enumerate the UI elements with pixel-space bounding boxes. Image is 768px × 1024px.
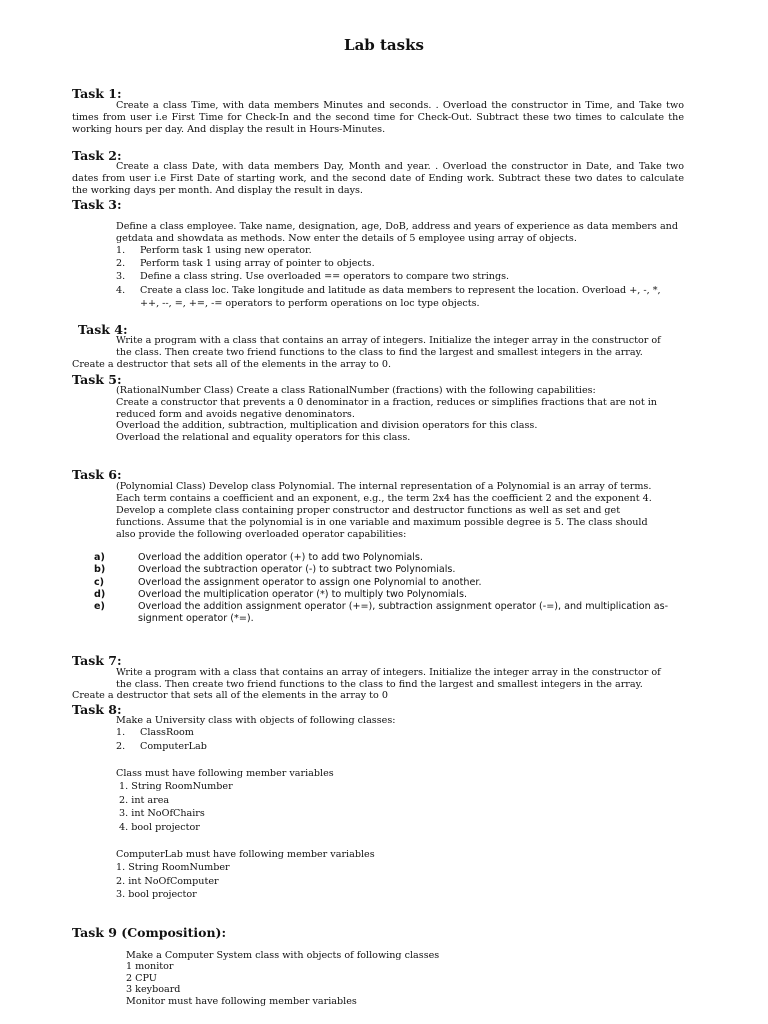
task-4-line-1: Write a program with a class that contains an array of integers. Initialize the integer array in the constructor of bbox=[116, 335, 661, 346]
task-9-line-3: 2 CPU bbox=[126, 973, 157, 984]
task-2-text bbox=[72, 161, 684, 197]
task-3-item-3: 3. Define a class string. Use overloaded == operators to compare two strings. bbox=[116, 271, 510, 282]
task-1-text-content: Create a class Time, with data members Minutes and seconds. . Overload the constructor in Time, and Take two times from user i.e First Time for Check-In and the second time for Check-Out. Subtract these two times to calculate the working hours per day. And display the result in Hours-Minutes. bbox=[72, 100, 684, 135]
task-8-intro: Make a University class with objects of following classes: bbox=[116, 715, 396, 726]
task-6-line-3: Develop a complete class containing proper constructor and destructor functions as well as set and get bbox=[116, 505, 621, 516]
task-8-heading: Task 8: bbox=[72, 702, 122, 717]
task-6-item-e: e) Overload the addition assignment operator (+=), subtraction assignment operator (-=), and multiplication as- bbox=[94, 601, 669, 612]
task-8-class-2: 2. ComputerLab bbox=[116, 741, 207, 752]
task-8-class-var-1: 1. String RoomNumber bbox=[116, 781, 233, 792]
task-9-line-4: 3 keyboard bbox=[126, 984, 181, 995]
task-9-heading: Task 9 (Composition): bbox=[72, 925, 227, 940]
task-2-text-content: Create a class Date, with data members Day, Month and year. . Overload the constructor in Date, and Take two dates from user i.e First Date of starting work, and the second date of Ending work. Subtract these two dates to calculate the working days per month. And display the result in days. bbox=[72, 161, 684, 196]
task-5-line-5: Overload the relational and equality operators for this class. bbox=[116, 432, 411, 443]
task-6-line-2: Each term contains a coefficient and an exponent, e.g., the term 2x4 has the coefficient 2 and the exponent 4. bbox=[116, 493, 652, 504]
task-8-lab-var-3: 3. bool projector bbox=[116, 889, 197, 900]
task-5-line-2: Create a constructor that prevents a 0 denominator in a fraction, reduces or simplifies fractions that are not in bbox=[116, 397, 657, 408]
task-7-line-1: Write a program with a class that contains an array of integers. Initialize the integer array in the constructor of bbox=[116, 667, 661, 678]
task-8-lab-var-1: 1. String RoomNumber bbox=[116, 862, 230, 873]
task-5-heading: Task 5: bbox=[72, 372, 122, 387]
task-6-item-b: b) Overload the subtraction operator (-) to subtract two Polynomials. bbox=[94, 564, 456, 575]
task-8-lab-vars-title: ComputerLab must have following member variables bbox=[116, 849, 375, 860]
task-6-item-d: d) Overload the multiplication operator (*) to multiply two Polynomials. bbox=[94, 589, 468, 600]
task-8-lab-var-2: 2. int NoOfComputer bbox=[116, 876, 219, 887]
task-1-text bbox=[72, 100, 684, 136]
task-9-line-1: Make a Computer System class with objects of following classes bbox=[126, 950, 440, 961]
task-2-heading: Task 2: bbox=[72, 148, 122, 163]
task-6-item-e-cont: signment operator (*=). bbox=[138, 613, 254, 624]
task-5-line-1: (RationalNumber Class) Create a class RationalNumber (fractions) with the following capabilities: bbox=[116, 385, 596, 396]
task-7-line-2: the class. Then create two friend functions to the class to find the largest and smallest integers in the array. bbox=[116, 679, 643, 690]
task-6-item-c: c) Overload the assignment operator to assign one Polynomial to another. bbox=[94, 577, 482, 588]
task-6-line-5: also provide the following overloaded operator capabilities: bbox=[116, 529, 407, 540]
task-6-heading: Task 6: bbox=[72, 467, 122, 482]
task-3-item-2: 2. Perform task 1 using array of pointer to objects. bbox=[116, 258, 375, 269]
task-3-item-4: 4. Create a class loc. Take longitude and latitude as data members to represent the location. Overload +, -, *, bbox=[116, 285, 661, 296]
task-7-heading: Task 7: bbox=[72, 653, 122, 668]
task-3-intro: Define a class employee. Take name, designation, age, DoB, address and years of experience as data members and getdata and showdata as methods. Now enter the details of 5 employee using array of objects. bbox=[116, 221, 678, 244]
page-title: Lab tasks bbox=[344, 36, 424, 54]
task-9-line-5: Monitor must have following member variables bbox=[126, 996, 357, 1007]
task-5-line-4: Overload the addition, subtraction, multiplication and division operators for this class. bbox=[116, 420, 538, 431]
task-7-line-3: Create a destructor that sets all of the elements in the array to 0 bbox=[72, 690, 388, 701]
task-5-line-3: reduced form and avoids negative denominators. bbox=[116, 409, 355, 420]
task-3-item-4-cont: ++, --, =, +=, -= operators to perform operations on loc type objects. bbox=[140, 298, 480, 309]
task-3-heading: Task 3: bbox=[72, 197, 122, 212]
task-6-item-a: a) Overload the addition operator (+) to add two Polynomials. bbox=[94, 552, 423, 563]
task-4-line-2: the class. Then create two friend functions to the class to find the largest and smallest integers in the array. bbox=[116, 347, 643, 358]
task-4-line-3: Create a destructor that sets all of the elements in the array to 0. bbox=[72, 359, 391, 370]
task-6-line-1: (Polynomial Class) Develop class Polynomial. The internal representation of a Polynomial is an array of terms. bbox=[116, 481, 652, 492]
task-6-line-4: functions. Assume that the polynomial is in one variable and maximum possible degree is 5. The class should bbox=[116, 517, 648, 528]
task-8-class-vars-title: Class must have following member variables bbox=[116, 768, 334, 779]
task-1-heading: Task 1: bbox=[72, 86, 122, 101]
task-3-item-1: 1. Perform task 1 using new operator. bbox=[116, 245, 312, 256]
task-8-class-1: 1. ClassRoom bbox=[116, 727, 194, 738]
task-8-class-var-3: 3. int NoOfChairs bbox=[116, 808, 205, 819]
task-9-line-2: 1 monitor bbox=[126, 961, 174, 972]
task-4-heading: Task 4: bbox=[78, 322, 128, 337]
task-8-class-var-2: 2. int area bbox=[116, 795, 170, 806]
task-8-class-var-4: 4. bool projector bbox=[116, 822, 200, 833]
